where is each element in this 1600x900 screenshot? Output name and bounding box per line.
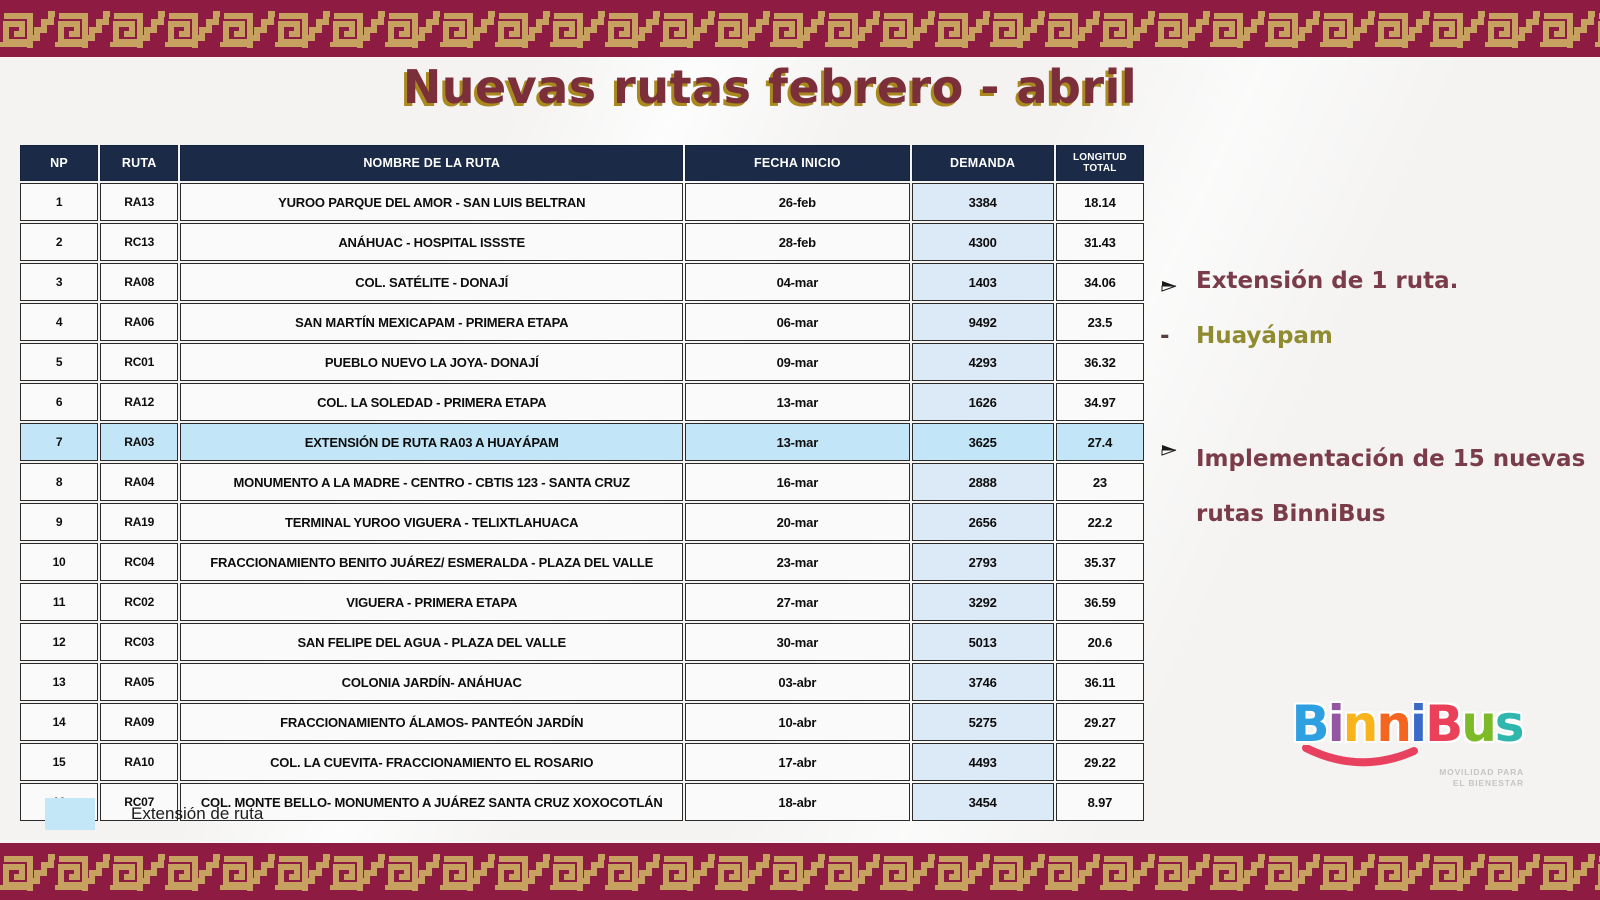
cell-np: 2 [20, 223, 98, 261]
cell-longitud: 35.37 [1056, 543, 1144, 581]
cell-longitud: 36.11 [1056, 663, 1144, 701]
logo-letter: u [1461, 695, 1495, 753]
cell-demanda: 3454 [912, 783, 1054, 821]
cell-demanda: 5013 [912, 623, 1054, 661]
cell-nombre: COL. SATÉLITE - DONAJÍ [180, 263, 683, 301]
cell-nombre: MONUMENTO A LA MADRE - CENTRO - CBTIS 123 - SANTA CRUZ [180, 463, 683, 501]
cell-longitud: 23 [1056, 463, 1144, 501]
cell-np: 15 [20, 743, 98, 781]
page-title: Nuevas rutas febrero - abril [402, 60, 1138, 114]
cell-longitud: 36.59 [1056, 583, 1144, 621]
cell-demanda: 4293 [912, 343, 1054, 381]
cell-fecha: 13-mar [685, 423, 909, 461]
cell-fecha: 09-mar [685, 343, 909, 381]
cell-nombre: FRACCIONAMIENTO BENITO JUÁREZ/ ESMERALDA - PLAZA DEL VALLE [180, 543, 683, 581]
cell-fecha: 26-feb [685, 183, 909, 221]
header-ruta: RUTA [100, 145, 178, 181]
header-longitud: LONGITUD TOTAL [1056, 145, 1144, 181]
cell-demanda: 9492 [912, 303, 1054, 341]
cell-demanda: 3625 [912, 423, 1054, 461]
logo-letter: n [1376, 695, 1410, 753]
cell-np: 11 [20, 583, 98, 621]
legend [45, 798, 263, 830]
logo-letter: B [1291, 695, 1328, 753]
table-row [20, 623, 1144, 661]
header-nombre: NOMBRE DE LA RUTA [180, 145, 683, 181]
cell-ruta: RA12 [100, 383, 178, 421]
cell-nombre: ANÁHUAC - HOSPITAL ISSSTE [180, 223, 683, 261]
cell-fecha: 23-mar [685, 543, 909, 581]
cell-np: 5 [20, 343, 98, 381]
greca-border-bottom-icon [0, 843, 1600, 900]
cell-nombre: YUROO PARQUE DEL AMOR - SAN LUIS BELTRAN [180, 183, 683, 221]
cell-longitud: 29.27 [1056, 703, 1144, 741]
cell-ruta: RC02 [100, 583, 178, 621]
table-row [20, 383, 1144, 421]
cell-ruta: RA13 [100, 183, 178, 221]
cell-nombre: FRACCIONAMIENTO ÁLAMOS- PANTEÓN JARDÍN [180, 703, 683, 741]
note-text: Extensión de 1 ruta. [1196, 268, 1459, 294]
table-row [20, 503, 1144, 541]
table-row [20, 183, 1144, 221]
cell-fecha: 20-mar [685, 503, 909, 541]
cell-ruta: RA04 [100, 463, 178, 501]
table-row [20, 343, 1144, 381]
logo-tagline [1272, 767, 1542, 789]
cell-longitud: 34.97 [1056, 383, 1144, 421]
cell-ruta: RA08 [100, 263, 178, 301]
logo-letter: i [1327, 695, 1343, 753]
note-text: Implementación de 15 nuevas rutas BinniBus [1196, 446, 1586, 528]
logo-letter: i [1409, 695, 1426, 753]
logo-letter: s [1494, 695, 1523, 753]
cell-ruta: RA03 [100, 423, 178, 461]
cell-nombre: SAN MARTÍN MEXICAPAM - PRIMERA ETAPA [180, 303, 683, 341]
cell-demanda: 4300 [912, 223, 1054, 261]
cell-np: 7 [20, 423, 98, 461]
header-demanda: DEMANDA [912, 145, 1054, 181]
logo-letter: B [1425, 695, 1462, 753]
cell-longitud: 36.32 [1056, 343, 1144, 381]
cell-longitud: 22.2 [1056, 503, 1144, 541]
cell-ruta: RA09 [100, 703, 178, 741]
cell-demanda: 4493 [912, 743, 1054, 781]
cell-nombre: COL. LA CUEVITA- FRACCIONAMIENTO EL ROSARIO [180, 743, 683, 781]
cell-longitud: 29.22 [1056, 743, 1144, 781]
cell-demanda: 2656 [912, 503, 1054, 541]
table-row [20, 543, 1144, 581]
cell-np: 1 [20, 183, 98, 221]
cell-fecha: 10-abr [685, 703, 909, 741]
note-extension [1160, 268, 1458, 300]
table-row [20, 263, 1144, 301]
cell-nombre: SAN FELIPE DEL AGUA - PLAZA DEL VALLE [180, 623, 683, 661]
cell-nombre: VIGUERA - PRIMERA ETAPA [180, 583, 683, 621]
cell-fecha: 27-mar [685, 583, 909, 621]
cell-demanda: 2888 [912, 463, 1054, 501]
cell-demanda: 1626 [912, 383, 1054, 421]
cell-demanda: 1403 [912, 263, 1054, 301]
cell-ruta: RC03 [100, 623, 178, 661]
cell-ruta: RC13 [100, 223, 178, 261]
greca-border-top-icon [0, 0, 1600, 57]
cell-nombre: TERMINAL YUROO VIGUERA - TELIXTLAHUACA [180, 503, 683, 541]
logo-tagline-line1: MOVILIDAD PARA [1439, 767, 1524, 777]
table-row [20, 703, 1144, 741]
table-row [20, 583, 1144, 621]
cell-np: 8 [20, 463, 98, 501]
cell-fecha: 06-mar [685, 303, 909, 341]
arrow-bullet-icon [1160, 274, 1182, 300]
cell-longitud: 20.6 [1056, 623, 1144, 661]
cell-fecha: 04-mar [685, 263, 909, 301]
note-text: Huayápam [1196, 323, 1333, 349]
routes-table [18, 143, 1146, 823]
cell-ruta: RA05 [100, 663, 178, 701]
table-row [20, 303, 1144, 341]
cell-ruta: RA10 [100, 743, 178, 781]
cell-demanda: 3384 [912, 183, 1054, 221]
table-row [20, 663, 1144, 701]
cell-np: 9 [20, 503, 98, 541]
cell-ruta: RC04 [100, 543, 178, 581]
cell-np: 12 [20, 623, 98, 661]
header-np: NP [20, 145, 98, 181]
table-body [20, 183, 1144, 821]
arrow-bullet-icon [1160, 438, 1182, 464]
logo-letter: n [1342, 695, 1377, 753]
cell-np: 13 [20, 663, 98, 701]
cell-ruta: RC07 [100, 783, 178, 821]
cell-demanda: 2793 [912, 543, 1054, 581]
cell-longitud: 27.4 [1056, 423, 1144, 461]
note-implementacion [1160, 432, 1594, 542]
cell-nombre: EXTENSIÓN DE RUTA RA03 A HUAYÁPAM [180, 423, 683, 461]
cell-fecha: 30-mar [685, 623, 909, 661]
table-row [20, 423, 1144, 461]
binnibus-wordmark [1272, 695, 1542, 753]
legend-label: Extensión de ruta [131, 804, 264, 823]
cell-demanda: 3292 [912, 583, 1054, 621]
cell-fecha: 13-mar [685, 383, 909, 421]
table-row [20, 743, 1144, 781]
header-fecha: FECHA INICIO [685, 145, 909, 181]
table-row [20, 463, 1144, 501]
cell-ruta: RA06 [100, 303, 178, 341]
cell-np: 3 [20, 263, 98, 301]
cell-longitud: 31.43 [1056, 223, 1144, 261]
cell-fecha: 18-abr [685, 783, 909, 821]
cell-nombre: COL. LA SOLEDAD - PRIMERA ETAPA [180, 383, 683, 421]
cell-fecha: 28-feb [685, 223, 909, 261]
cell-fecha: 17-abr [685, 743, 909, 781]
cell-nombre: COL. MONTE BELLO- MONUMENTO A JUÁREZ SANTA CRUZ XOXOCOTLÁN [180, 783, 683, 821]
cell-np: 4 [20, 303, 98, 341]
cell-fecha: 03-abr [685, 663, 909, 701]
note-huayapam [1160, 323, 1333, 349]
dash-bullet: - [1160, 323, 1170, 349]
binnibus-logo [1272, 695, 1542, 789]
cell-np: 10 [20, 543, 98, 581]
cell-fecha: 16-mar [685, 463, 909, 501]
table-header-row [20, 145, 1144, 181]
cell-ruta: RC01 [100, 343, 178, 381]
legend-swatch-icon [45, 798, 95, 830]
cell-demanda: 3746 [912, 663, 1054, 701]
cell-nombre: PUEBLO NUEVO LA JOYA- DONAJÍ [180, 343, 683, 381]
cell-longitud: 23.5 [1056, 303, 1144, 341]
cell-ruta: RA19 [100, 503, 178, 541]
cell-longitud: 8.97 [1056, 783, 1144, 821]
cell-longitud: 34.06 [1056, 263, 1144, 301]
cell-nombre: COLONIA JARDÍN- ANÁHUAC [180, 663, 683, 701]
cell-demanda: 5275 [912, 703, 1054, 741]
logo-tagline-line2: EL BIENESTAR [1452, 778, 1524, 788]
cell-longitud: 18.14 [1056, 183, 1144, 221]
cell-np: 14 [20, 703, 98, 741]
table-row [20, 223, 1144, 261]
cell-np: 6 [20, 383, 98, 421]
